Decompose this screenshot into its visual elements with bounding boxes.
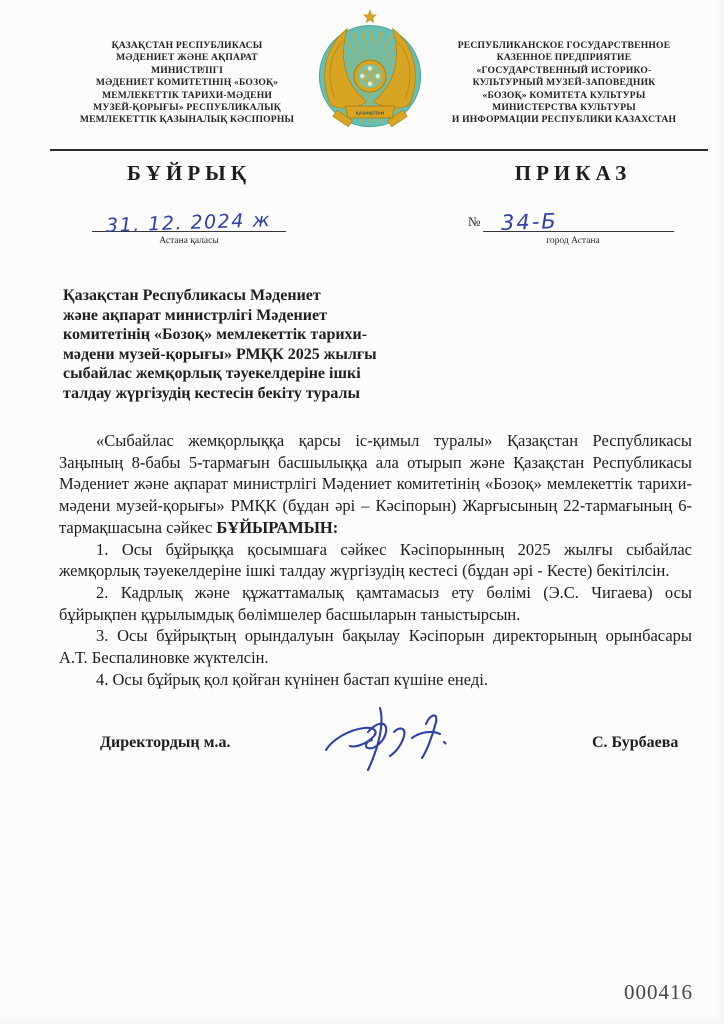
subject-line: комитетінің «Бозоқ» мемлекеттік тарихи-	[63, 326, 368, 344]
order-number-underline	[483, 197, 674, 235]
order-item-1: 1. Осы бұйрыққа қосымшаға сәйкес Кәсіпорынның 2025 жылғы сыбайлас жемқорлық тәуекелдеріне ішкі талдау жүргізудің кестесі (бұдан әрі - Кесте) бекітілсін.	[59, 539, 692, 581]
order-item-3: 3. Осы бұйрықтың орындалуын бақылау Кәсіпорын директорының орынбасары А.Т. Беспалиновке жүктелсін.	[59, 626, 692, 668]
org-line: И ИНФОРМАЦИИ РЕСПУБЛИКИ КАЗАХСТАН	[451, 114, 677, 126]
org-line: МУЗЕЙ-ҚОРЫҒЫ» РЕСПУБЛИКАЛЫҚ	[93, 102, 281, 114]
subject-line: мәдени музей-қорығы» РМҚК 2025 жылғы	[63, 345, 377, 363]
subject-line: және ақпарат министрлігі Мәдениет	[63, 306, 327, 324]
org-line: МӘДЕНИЕТ КОМИТЕТІНІҢ «БОЗОҚ»	[95, 77, 279, 89]
order-number-line	[468, 197, 674, 235]
org-line: МӘДЕНИЕТ ЖӘНЕ АҚПАРАТ	[116, 52, 258, 64]
org-line: «ГОСУДАРСТВЕННЫЙ ИСТОРИКО-	[476, 64, 652, 76]
order-item-2: 2. Кадрлық және құжаттамалық қамтамасыз ету бөлімі (Э.С. Чигаева) осы бұйрықпен құрылымдық бөлімшелер басшыларын таныстырсын.	[59, 582, 692, 624]
order-number-label: №	[468, 214, 481, 229]
org-line: МЕМЛЕКЕТТІК ТАРИХИ-МӘДЕНИ	[101, 89, 273, 101]
org-line: ҚАЗАҚСТАН РЕСПУБЛИКАСЫ	[111, 40, 263, 51]
emblem-banner-label: ҚАЗАҚСТАН	[355, 111, 385, 117]
order-intro-paragraph	[59, 430, 692, 539]
document-registration-number: 000416	[624, 980, 693, 1004]
org-line: МИНИСТЕРСТВА КУЛЬТУРЫ	[492, 102, 636, 114]
order-head-kazakh	[78, 161, 300, 246]
signature-icon	[318, 698, 458, 782]
org-name-kazakh	[68, 40, 306, 127]
order-item-4: 4. Осы бұйрық қол қойған күнінен бастап күшіне енеді.	[96, 669, 488, 689]
order-date-handwritten: 31. 12. 2024 ж	[105, 209, 272, 237]
order-title-kazakh: БҰЙРЫҚ	[126, 161, 252, 185]
org-line: МИНИСТРЛІГІ	[150, 64, 224, 76]
order-command-word: БҰЙЫРАМЫН:	[216, 517, 339, 537]
org-line: КУЛЬТУРНЫЙ МУЗЕЙ-ЗАПОВЕДНИК	[472, 77, 656, 89]
order-number-handwritten: 34-Б	[501, 209, 559, 235]
order-intro-text: «Сыбайлас жемқорлыққа қарсы іс-қимыл туралы» Қазақстан Республикасы Заңының 8-бабы 5-тармағын басшылыққа ала отырып және Қазақстан Республикасы Мәдениет және ақпарат министрлігі Мәдениет комитетінің «Бозоқ» мемлекеттік тарихи-мәдени музей-қорығы» РМҚК (бұдан әрі – Кәсіпорын) Жарғысының 22-тармағының 6-тармақшасына сәйкес	[59, 431, 692, 537]
org-line: РЕСПУБЛИКАНСКОЕ ГОСУДАРСТВЕННОЕ	[457, 40, 671, 51]
subject-line: талдау жүргізудің кестесін бекіту туралы	[63, 384, 361, 402]
org-name-russian	[428, 40, 700, 127]
org-line: КАЗЕННОЕ ПРЕДПРИЯТИЕ	[496, 52, 632, 64]
org-line: МЕМЛЕКЕТТІК ҚАЗЫНАЛЫҚ КӘСІПОРНЫ	[79, 114, 295, 126]
order-head-russian	[466, 161, 680, 246]
order-title-russian: ПРИКАЗ	[514, 161, 632, 185]
order-date-line	[92, 197, 286, 237]
order-body	[59, 430, 692, 690]
header-divider	[50, 149, 708, 151]
order-place-kazakh: Астана қаласы	[159, 236, 219, 246]
signer-position: Директордың м.а.	[100, 734, 231, 751]
subject-line: Қазақстан Республикасы Мәдениет	[63, 287, 321, 304]
kazakhstan-emblem-icon	[314, 8, 426, 136]
order-subject	[63, 286, 493, 404]
subject-line: сыбайлас жемқорлық тәуекелдеріне ішкі	[63, 365, 361, 383]
order-place-russian: город Астана	[546, 236, 600, 246]
signer-name: С. Бурбаева	[592, 734, 679, 751]
org-line: «БОЗОҚ» КОМИТЕТА КУЛЬТУРЫ	[482, 89, 646, 101]
